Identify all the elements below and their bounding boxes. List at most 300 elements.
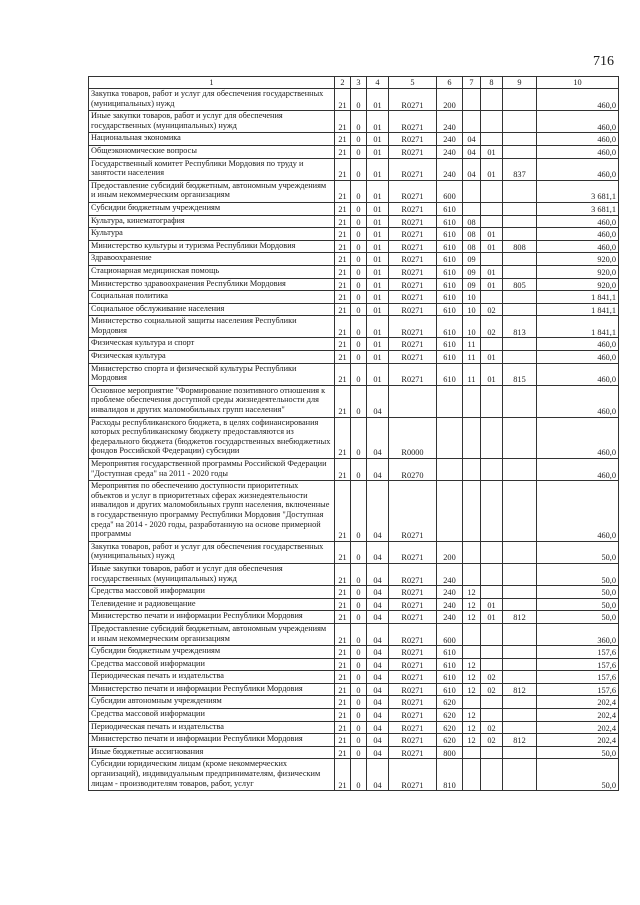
cell-col-6: 610 [437, 253, 463, 266]
cell-col-3: 0 [351, 623, 367, 645]
cell-col-3: 0 [351, 746, 367, 759]
amount-cell: 50,0 [537, 746, 619, 759]
cell-col-4: 01 [367, 145, 389, 158]
cell-col-2: 21 [335, 709, 351, 722]
cell-col-8 [481, 291, 503, 304]
row-name-cell: Мероприятия государственной программы Российской Федерации "Доступная среда" на 2011 - 2020 годы [89, 459, 335, 481]
cell-col-2: 21 [335, 459, 351, 481]
cell-col-7: 04 [463, 158, 481, 180]
cell-col-7: 12 [463, 586, 481, 599]
row-name-cell: Министерство социальной защиты населения Республики Мордовия [89, 316, 335, 338]
table-row [89, 385, 619, 417]
cell-col-8 [481, 202, 503, 215]
row-name-cell: Министерство печати и информации Республики Мордовия [89, 683, 335, 696]
cell-col-5: R0271 [389, 89, 437, 111]
table-row [89, 683, 619, 696]
amount-cell: 460,0 [537, 459, 619, 481]
cell-col-5: R0000 [389, 417, 437, 458]
cell-col-3: 0 [351, 265, 367, 278]
cell-col-2: 21 [335, 417, 351, 458]
cell-col-8 [481, 759, 503, 791]
cell-col-2: 21 [335, 278, 351, 291]
amount-cell: 1 841,1 [537, 291, 619, 304]
cell-col-9 [503, 338, 537, 351]
cell-col-2: 21 [335, 646, 351, 659]
cell-col-2: 21 [335, 363, 351, 385]
cell-col-2: 21 [335, 683, 351, 696]
cell-col-2: 21 [335, 303, 351, 316]
cell-col-5: R0271 [389, 563, 437, 585]
cell-col-8 [481, 746, 503, 759]
cell-col-4: 04 [367, 683, 389, 696]
amount-cell: 202,4 [537, 709, 619, 722]
cell-col-6: 620 [437, 734, 463, 747]
row-name-cell: Закупка товаров, работ и услуг для обеспечения государственных (муниципальных) нужд [89, 541, 335, 563]
column-header: 1 [89, 77, 335, 89]
cell-col-3: 0 [351, 158, 367, 180]
cell-col-4: 01 [367, 133, 389, 146]
cell-col-6: 620 [437, 696, 463, 709]
table-row [89, 646, 619, 659]
row-name-cell: Субсидии бюджетным учреждениям [89, 646, 335, 659]
cell-col-6: 200 [437, 541, 463, 563]
cell-col-7: 10 [463, 316, 481, 338]
amount-cell: 202,4 [537, 721, 619, 734]
table-row [89, 696, 619, 709]
cell-col-4: 04 [367, 746, 389, 759]
cell-col-5: R0271 [389, 111, 437, 133]
cell-col-3: 0 [351, 696, 367, 709]
amount-cell: 460,0 [537, 133, 619, 146]
cell-col-2: 21 [335, 215, 351, 228]
cell-col-2: 21 [335, 89, 351, 111]
cell-col-5: R0271 [389, 303, 437, 316]
cell-col-8: 01 [481, 598, 503, 611]
cell-col-3: 0 [351, 89, 367, 111]
cell-col-5: R0271 [389, 541, 437, 563]
cell-col-9 [503, 180, 537, 202]
cell-col-4: 04 [367, 459, 389, 481]
cell-col-7: 12 [463, 683, 481, 696]
cell-col-9: 812 [503, 734, 537, 747]
cell-col-7 [463, 481, 481, 542]
cell-col-6 [437, 481, 463, 542]
cell-col-9 [503, 696, 537, 709]
cell-col-4: 04 [367, 696, 389, 709]
cell-col-6: 610 [437, 240, 463, 253]
cell-col-3: 0 [351, 734, 367, 747]
cell-col-7 [463, 111, 481, 133]
cell-col-2: 21 [335, 180, 351, 202]
table-row [89, 586, 619, 599]
cell-col-2: 21 [335, 563, 351, 585]
table-row [89, 253, 619, 266]
cell-col-8 [481, 338, 503, 351]
cell-col-3: 0 [351, 598, 367, 611]
cell-col-5: R0271 [389, 202, 437, 215]
cell-col-5: R0271 [389, 145, 437, 158]
cell-col-3: 0 [351, 145, 367, 158]
cell-col-5: R0271 [389, 696, 437, 709]
table-row [89, 338, 619, 351]
cell-col-4: 04 [367, 671, 389, 684]
table-row [89, 734, 619, 747]
amount-cell: 3 681,1 [537, 180, 619, 202]
table-row [89, 240, 619, 253]
cell-col-2: 21 [335, 338, 351, 351]
cell-col-9: 812 [503, 611, 537, 624]
cell-col-3: 0 [351, 481, 367, 542]
cell-col-7 [463, 646, 481, 659]
table-row [89, 721, 619, 734]
cell-col-4: 01 [367, 363, 389, 385]
cell-col-7 [463, 746, 481, 759]
cell-col-6: 620 [437, 709, 463, 722]
cell-col-4: 04 [367, 734, 389, 747]
cell-col-2: 21 [335, 133, 351, 146]
cell-col-8 [481, 623, 503, 645]
cell-col-5: R0271 [389, 611, 437, 624]
column-header: 3 [351, 77, 367, 89]
amount-cell: 460,0 [537, 363, 619, 385]
cell-col-2: 21 [335, 658, 351, 671]
cell-col-5: R0271 [389, 158, 437, 180]
cell-col-9: 812 [503, 683, 537, 696]
table-row [89, 598, 619, 611]
cell-col-7: 12 [463, 598, 481, 611]
table-row [89, 459, 619, 481]
cell-col-3: 0 [351, 709, 367, 722]
cell-col-6: 240 [437, 145, 463, 158]
table-row [89, 215, 619, 228]
cell-col-7: 09 [463, 265, 481, 278]
cell-col-3: 0 [351, 240, 367, 253]
cell-col-6: 610 [437, 338, 463, 351]
cell-col-2: 21 [335, 158, 351, 180]
cell-col-3: 0 [351, 111, 367, 133]
cell-col-7 [463, 541, 481, 563]
cell-col-9: 837 [503, 158, 537, 180]
amount-cell: 460,0 [537, 111, 619, 133]
cell-col-7: 12 [463, 734, 481, 747]
cell-col-8 [481, 111, 503, 133]
cell-col-7 [463, 202, 481, 215]
cell-col-4: 04 [367, 586, 389, 599]
cell-col-6: 610 [437, 303, 463, 316]
amount-cell: 460,0 [537, 228, 619, 241]
row-name-cell: Министерство спорта и физической культуры Республики Мордовия [89, 363, 335, 385]
cell-col-5: R0271 [389, 363, 437, 385]
row-name-cell: Расходы республиканского бюджета, в целях софинансирования которых республиканскому бюджету предоставляются из федерального бюджета (бюджетов государственных внебюджетных фондов Российской Федерации) субсидии [89, 417, 335, 458]
cell-col-6: 610 [437, 265, 463, 278]
cell-col-3: 0 [351, 459, 367, 481]
row-name-cell: Министерство культуры и туризма Республики Мордовия [89, 240, 335, 253]
amount-cell: 460,0 [537, 351, 619, 364]
budget-table [88, 76, 619, 791]
table-row [89, 180, 619, 202]
cell-col-5: R0271 [389, 646, 437, 659]
cell-col-8 [481, 385, 503, 417]
table-row [89, 202, 619, 215]
cell-col-3: 0 [351, 228, 367, 241]
cell-col-4: 01 [367, 338, 389, 351]
cell-col-7: 12 [463, 709, 481, 722]
cell-col-6: 240 [437, 111, 463, 133]
cell-col-9 [503, 253, 537, 266]
cell-col-7 [463, 759, 481, 791]
cell-col-4: 01 [367, 240, 389, 253]
row-name-cell: Субсидии юридическим лицам (кроме некоммерческих организаций), индивидуальным предпринимателям, физическим лицам - производителям товаров, работ, услуг [89, 759, 335, 791]
table-row [89, 709, 619, 722]
cell-col-9 [503, 303, 537, 316]
cell-col-5: R0271 [389, 338, 437, 351]
row-name-cell: Периодическая печать и издательства [89, 721, 335, 734]
cell-col-5: R0271 [389, 721, 437, 734]
cell-col-4: 01 [367, 253, 389, 266]
cell-col-7: 12 [463, 611, 481, 624]
table-row [89, 291, 619, 304]
cell-col-4: 01 [367, 89, 389, 111]
table-row [89, 351, 619, 364]
table-row [89, 363, 619, 385]
cell-col-8 [481, 459, 503, 481]
cell-col-4: 04 [367, 709, 389, 722]
cell-col-8 [481, 89, 503, 111]
cell-col-5: R0271 [389, 291, 437, 304]
row-name-cell: Министерство печати и информации Республики Мордовия [89, 734, 335, 747]
row-name-cell: Культура [89, 228, 335, 241]
table-row [89, 303, 619, 316]
cell-col-2: 21 [335, 385, 351, 417]
table-row [89, 278, 619, 291]
amount-cell: 50,0 [537, 541, 619, 563]
cell-col-9 [503, 215, 537, 228]
table-row [89, 623, 619, 645]
cell-col-4: 01 [367, 351, 389, 364]
amount-cell: 920,0 [537, 253, 619, 266]
cell-col-2: 21 [335, 111, 351, 133]
cell-col-7 [463, 89, 481, 111]
amount-cell: 360,0 [537, 623, 619, 645]
cell-col-4: 01 [367, 278, 389, 291]
cell-col-8 [481, 417, 503, 458]
cell-col-8: 01 [481, 363, 503, 385]
cell-col-9 [503, 671, 537, 684]
column-header: 10 [537, 77, 619, 89]
cell-col-3: 0 [351, 671, 367, 684]
cell-col-7 [463, 417, 481, 458]
cell-col-4: 01 [367, 291, 389, 304]
cell-col-8: 01 [481, 240, 503, 253]
cell-col-8 [481, 658, 503, 671]
amount-cell: 157,6 [537, 658, 619, 671]
row-name-cell: Министерство здравоохранения Республики Мордовия [89, 278, 335, 291]
cell-col-7 [463, 459, 481, 481]
cell-col-3: 0 [351, 683, 367, 696]
cell-col-3: 0 [351, 363, 367, 385]
cell-col-8: 01 [481, 351, 503, 364]
cell-col-4: 01 [367, 303, 389, 316]
cell-col-2: 21 [335, 671, 351, 684]
row-name-cell: Министерство печати и информации Республики Мордовия [89, 611, 335, 624]
cell-col-5: R0271 [389, 623, 437, 645]
cell-col-8: 01 [481, 611, 503, 624]
cell-col-5: R0271 [389, 278, 437, 291]
row-name-cell: Общеэкономические вопросы [89, 145, 335, 158]
cell-col-3: 0 [351, 253, 367, 266]
cell-col-9 [503, 623, 537, 645]
cell-col-4: 01 [367, 158, 389, 180]
amount-cell: 460,0 [537, 338, 619, 351]
cell-col-4: 04 [367, 598, 389, 611]
cell-col-6: 240 [437, 563, 463, 585]
row-name-cell: Здравоохранение [89, 253, 335, 266]
cell-col-8: 02 [481, 303, 503, 316]
cell-col-7 [463, 385, 481, 417]
table-row [89, 316, 619, 338]
table-row [89, 89, 619, 111]
amount-cell: 460,0 [537, 215, 619, 228]
row-name-cell: Средства массовой информации [89, 586, 335, 599]
cell-col-6: 610 [437, 671, 463, 684]
table-header-row [89, 77, 619, 89]
amount-cell: 460,0 [537, 481, 619, 542]
cell-col-6: 610 [437, 363, 463, 385]
cell-col-2: 21 [335, 265, 351, 278]
row-name-cell: Социальное обслуживание населения [89, 303, 335, 316]
cell-col-7: 09 [463, 253, 481, 266]
cell-col-4: 04 [367, 563, 389, 585]
cell-col-7: 12 [463, 658, 481, 671]
row-name-cell: Физическая культура и спорт [89, 338, 335, 351]
cell-col-4: 01 [367, 265, 389, 278]
cell-col-5: R0271 [389, 316, 437, 338]
cell-col-6: 240 [437, 598, 463, 611]
row-name-cell: Государственный комитет Республики Мордовия по труду и занятости населения [89, 158, 335, 180]
cell-col-6: 610 [437, 228, 463, 241]
row-name-cell: Стационарная медицинская помощь [89, 265, 335, 278]
column-header: 5 [389, 77, 437, 89]
row-name-cell: Периодическая печать и издательства [89, 671, 335, 684]
cell-col-6: 240 [437, 611, 463, 624]
cell-col-8 [481, 586, 503, 599]
cell-col-4: 04 [367, 759, 389, 791]
cell-col-7: 04 [463, 133, 481, 146]
amount-cell: 50,0 [537, 598, 619, 611]
cell-col-2: 21 [335, 145, 351, 158]
cell-col-4: 04 [367, 385, 389, 417]
cell-col-9 [503, 111, 537, 133]
amount-cell: 50,0 [537, 611, 619, 624]
cell-col-5: R0271 [389, 709, 437, 722]
cell-col-2: 21 [335, 351, 351, 364]
amount-cell: 1 841,1 [537, 316, 619, 338]
cell-col-6: 610 [437, 215, 463, 228]
cell-col-8 [481, 215, 503, 228]
cell-col-3: 0 [351, 351, 367, 364]
table-row [89, 563, 619, 585]
row-name-cell: Основное мероприятие "Формирование позитивного отношения к проблеме обеспечения доступной среды жизнедеятельности для инвалидов и других маломобильных групп населения" [89, 385, 335, 417]
cell-col-8: 02 [481, 721, 503, 734]
page-number: 716 [593, 54, 614, 69]
cell-col-7: 09 [463, 278, 481, 291]
amount-cell: 460,0 [537, 417, 619, 458]
cell-col-8 [481, 646, 503, 659]
table-row [89, 417, 619, 458]
table-row [89, 671, 619, 684]
amount-cell: 157,6 [537, 671, 619, 684]
cell-col-9 [503, 646, 537, 659]
cell-col-3: 0 [351, 586, 367, 599]
amount-cell: 50,0 [537, 563, 619, 585]
cell-col-6 [437, 459, 463, 481]
cell-col-2: 21 [335, 696, 351, 709]
amount-cell: 460,0 [537, 385, 619, 417]
cell-col-9 [503, 563, 537, 585]
cell-col-9: 808 [503, 240, 537, 253]
cell-col-2: 21 [335, 253, 351, 266]
amount-cell: 460,0 [537, 145, 619, 158]
cell-col-9 [503, 759, 537, 791]
row-name-cell: Предоставление субсидий бюджетным, автономным учреждениям и иным некоммерческим организациям [89, 180, 335, 202]
cell-col-9 [503, 658, 537, 671]
cell-col-7 [463, 180, 481, 202]
cell-col-8 [481, 180, 503, 202]
cell-col-2: 21 [335, 291, 351, 304]
cell-col-5: R0271 [389, 351, 437, 364]
table-row [89, 746, 619, 759]
row-name-cell: Физическая культура [89, 351, 335, 364]
cell-col-9 [503, 228, 537, 241]
cell-col-9 [503, 746, 537, 759]
cell-col-2: 21 [335, 598, 351, 611]
cell-col-8 [481, 541, 503, 563]
cell-col-4: 04 [367, 658, 389, 671]
amount-cell: 920,0 [537, 265, 619, 278]
cell-col-5: R0271 [389, 658, 437, 671]
row-name-cell: Предоставление субсидий бюджетным, автономным учреждениям и иным некоммерческим организациям [89, 623, 335, 645]
cell-col-9 [503, 417, 537, 458]
cell-col-3: 0 [351, 541, 367, 563]
cell-col-9 [503, 721, 537, 734]
cell-col-6: 610 [437, 646, 463, 659]
amount-cell: 3 681,1 [537, 202, 619, 215]
table-row [89, 228, 619, 241]
column-header: 4 [367, 77, 389, 89]
row-name-cell: Субсидии автономным учреждениям [89, 696, 335, 709]
cell-col-7: 12 [463, 671, 481, 684]
cell-col-4: 04 [367, 646, 389, 659]
cell-col-4: 01 [367, 228, 389, 241]
row-name-cell: Иные бюджетные ассигнования [89, 746, 335, 759]
row-name-cell: Телевидение и радиовещание [89, 598, 335, 611]
amount-cell: 202,4 [537, 734, 619, 747]
amount-cell: 1 841,1 [537, 303, 619, 316]
cell-col-3: 0 [351, 385, 367, 417]
row-name-cell: Культура, кинематография [89, 215, 335, 228]
cell-col-6: 610 [437, 683, 463, 696]
cell-col-3: 0 [351, 133, 367, 146]
cell-col-9 [503, 265, 537, 278]
cell-col-4: 01 [367, 316, 389, 338]
table-row [89, 158, 619, 180]
cell-col-4: 04 [367, 721, 389, 734]
cell-col-3: 0 [351, 759, 367, 791]
cell-col-4: 04 [367, 481, 389, 542]
cell-col-5 [389, 385, 437, 417]
cell-col-3: 0 [351, 291, 367, 304]
cell-col-3: 0 [351, 563, 367, 585]
